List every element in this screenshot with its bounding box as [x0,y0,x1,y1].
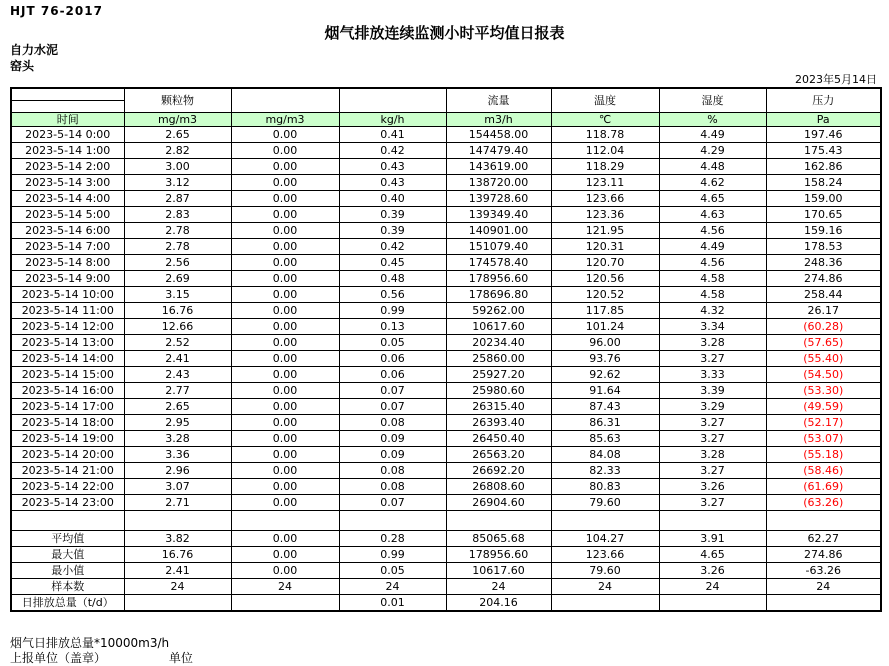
cell-pm-mgm3: 2.71 [124,495,231,511]
cell-pm-kgh: 0.39 [339,223,446,239]
cell-temp-c: 121.95 [551,223,659,239]
cell-pm-kgh: 0.42 [339,143,446,159]
cell-pressure-pa: 159.16 [766,223,881,239]
unit-mgm3-2: mg/m3 [231,113,339,127]
cell-temp-c: 92.62 [551,367,659,383]
cell-humidity-pct: 3.27 [659,415,766,431]
table-row [11,463,881,479]
cell-pm-mgm3: 12.66 [124,319,231,335]
cell-humidity-pct: 3.29 [659,399,766,415]
summary-temp-c: 104.27 [551,531,659,547]
group-header-pressure: 压力 [766,88,881,113]
summary-row [11,531,881,547]
cell-time: 2023-5-14 8:00 [11,255,124,271]
table-row [11,431,881,447]
cell-temp-c: 123.36 [551,207,659,223]
cell-temp-c: 120.52 [551,287,659,303]
cell-flow-m3h: 174578.40 [446,255,551,271]
summary-humidity-pct [659,595,766,612]
cell-time: 2023-5-14 14:00 [11,351,124,367]
cell-humidity-pct: 4.32 [659,303,766,319]
cell-time: 2023-5-14 19:00 [11,431,124,447]
cell-humidity-pct: 3.28 [659,447,766,463]
table-row [11,479,881,495]
summary-temp-c: 24 [551,579,659,595]
cell-flow-m3h: 178956.60 [446,271,551,287]
cell-temp-c: 120.70 [551,255,659,271]
cell-flow-m3h: 20234.40 [446,335,551,351]
cell-temp-c: 80.83 [551,479,659,495]
summary-label: 样本数 [11,579,124,595]
cell-time: 2023-5-14 21:00 [11,463,124,479]
cell-pressure-pa: (60.28) [766,319,881,335]
group-header-empty-1 [231,88,339,113]
cell-pm-kgh: 0.48 [339,271,446,287]
spacer-section [11,511,881,531]
cell-humidity-pct: 4.56 [659,255,766,271]
cell-pm2-mgm3: 0.00 [231,495,339,511]
cell-pm2-mgm3: 0.00 [231,175,339,191]
cell-pm2-mgm3: 0.00 [231,335,339,351]
unit-time: 时间 [11,113,124,127]
summary-row [11,579,881,595]
summary-pm2-mgm3: 24 [231,579,339,595]
cell-flow-m3h: 26563.20 [446,447,551,463]
unit-mgm3-1: mg/m3 [124,113,231,127]
cell-flow-m3h: 25927.20 [446,367,551,383]
group-header-empty-2 [339,88,446,113]
cell-pm-kgh: 0.08 [339,463,446,479]
table-row [11,287,881,303]
cell-pm2-mgm3: 0.00 [231,479,339,495]
cell-humidity-pct: 3.34 [659,319,766,335]
cell-pm-mgm3: 2.77 [124,383,231,399]
cell-pm-mgm3: 2.83 [124,207,231,223]
cell-time: 2023-5-14 12:00 [11,319,124,335]
summary-pm-mgm3: 3.82 [124,531,231,547]
cell-pm-mgm3: 2.65 [124,127,231,143]
cell-temp-c: 118.29 [551,159,659,175]
cell-temp-c: 85.63 [551,431,659,447]
summary-row [11,595,881,612]
cell-pm2-mgm3: 0.00 [231,431,339,447]
summary-pressure-pa: 274.86 [766,547,881,563]
cell-pm2-mgm3: 0.00 [231,239,339,255]
cell-pressure-pa: (49.59) [766,399,881,415]
summary-pressure-pa: -63.26 [766,563,881,579]
cell-time: 2023-5-14 3:00 [11,175,124,191]
cell-pm2-mgm3: 0.00 [231,383,339,399]
cell-flow-m3h: 143619.00 [446,159,551,175]
table-row [11,319,881,335]
cell-temp-c: 93.76 [551,351,659,367]
summary-label: 最大值 [11,547,124,563]
cell-pressure-pa: (52.17) [766,415,881,431]
summary-flow-m3h: 24 [446,579,551,595]
cell-flow-m3h: 10617.60 [446,319,551,335]
cell-pressure-pa: (55.18) [766,447,881,463]
cell-flow-m3h: 25980.60 [446,383,551,399]
cell-flow-m3h: 138720.00 [446,175,551,191]
cell-pm-mgm3: 2.78 [124,223,231,239]
cell-pm-mgm3: 2.52 [124,335,231,351]
cell-pm-mgm3: 2.96 [124,463,231,479]
unit-m3h: m3/h [446,113,551,127]
cell-flow-m3h: 139728.60 [446,191,551,207]
summary-pm-kgh: 0.28 [339,531,446,547]
cell-time: 2023-5-14 13:00 [11,335,124,351]
cell-pm2-mgm3: 0.00 [231,351,339,367]
cell-pressure-pa: (58.46) [766,463,881,479]
cell-pressure-pa: 158.24 [766,175,881,191]
cell-pm-mgm3: 2.43 [124,367,231,383]
cell-temp-c: 101.24 [551,319,659,335]
cell-time: 2023-5-14 4:00 [11,191,124,207]
cell-pm2-mgm3: 0.00 [231,415,339,431]
cell-humidity-pct: 4.65 [659,191,766,207]
cell-humidity-pct: 3.39 [659,383,766,399]
summary-temp-c [551,595,659,612]
summary-pm-kgh: 0.01 [339,595,446,612]
standard-number: HJT 76-2017 [10,4,103,18]
cell-pressure-pa: (55.40) [766,351,881,367]
summary-humidity-pct: 4.65 [659,547,766,563]
summary-pm2-mgm3: 0.00 [231,563,339,579]
summary-rows [11,531,881,612]
cell-pm-mgm3: 2.56 [124,255,231,271]
table-row [11,143,881,159]
cell-time: 2023-5-14 0:00 [11,127,124,143]
summary-pm-kgh: 0.05 [339,563,446,579]
table-row [11,495,881,511]
summary-pressure-pa [766,595,881,612]
cell-pm-mgm3: 3.07 [124,479,231,495]
cell-pressure-pa: (53.07) [766,431,881,447]
cell-time: 2023-5-14 9:00 [11,271,124,287]
table-row [11,239,881,255]
summary-humidity-pct: 24 [659,579,766,595]
summary-pm2-mgm3: 0.00 [231,547,339,563]
cell-time: 2023-5-14 5:00 [11,207,124,223]
cell-pm2-mgm3: 0.00 [231,463,339,479]
cell-pm-kgh: 0.07 [339,495,446,511]
unit-header-row [11,113,881,127]
summary-flow-m3h: 204.16 [446,595,551,612]
cell-pressure-pa: 178.53 [766,239,881,255]
summary-pm2-mgm3 [231,595,339,612]
cell-flow-m3h: 26393.40 [446,415,551,431]
cell-pm-mgm3: 3.00 [124,159,231,175]
cell-temp-c: 120.56 [551,271,659,287]
summary-pm2-mgm3: 0.00 [231,531,339,547]
table-row [11,159,881,175]
cell-flow-m3h: 26904.60 [446,495,551,511]
cell-pressure-pa: 258.44 [766,287,881,303]
cell-flow-m3h: 26450.40 [446,431,551,447]
footer-labels [10,649,193,666]
cell-pm-kgh: 0.07 [339,399,446,415]
header-rows [11,88,881,127]
cell-pm-kgh: 0.45 [339,255,446,271]
cell-time: 2023-5-14 23:00 [11,495,124,511]
cell-pm-kgh: 0.08 [339,479,446,495]
group-header-row [11,88,881,101]
cell-humidity-pct: 3.28 [659,335,766,351]
cell-flow-m3h: 26808.60 [446,479,551,495]
cell-time: 2023-5-14 15:00 [11,367,124,383]
summary-label: 日排放总量（t/d） [11,595,124,612]
cell-pm-mgm3: 3.15 [124,287,231,303]
cell-pressure-pa: (57.65) [766,335,881,351]
cell-time: 2023-5-14 1:00 [11,143,124,159]
cell-humidity-pct: 3.33 [659,367,766,383]
summary-pm-mgm3: 24 [124,579,231,595]
report-table [10,87,882,612]
company-name: 自力水泥 [10,43,59,57]
cell-pressure-pa: 175.43 [766,143,881,159]
cell-flow-m3h: 139349.40 [446,207,551,223]
summary-flow-m3h: 178956.60 [446,547,551,563]
table-row [11,271,881,287]
table-row [11,255,881,271]
summary-flow-m3h: 85065.68 [446,531,551,547]
cell-humidity-pct: 4.48 [659,159,766,175]
cell-pm-mgm3: 2.69 [124,271,231,287]
cell-flow-m3h: 178696.80 [446,287,551,303]
daily-total-note: 烟气日排放总量*10000m3/h [10,636,170,650]
cell-pm2-mgm3: 0.00 [231,127,339,143]
group-header-flow: 流量 [446,88,551,113]
cell-pm-kgh: 0.13 [339,319,446,335]
table-row [11,207,881,223]
cell-pm-mgm3: 3.36 [124,447,231,463]
summary-pm-mgm3: 16.76 [124,547,231,563]
cell-pressure-pa: 26.17 [766,303,881,319]
report-date: 2023年5月14日 [795,73,877,86]
cell-pm-kgh: 0.43 [339,175,446,191]
cell-flow-m3h: 140901.00 [446,223,551,239]
cell-pm-kgh: 0.09 [339,447,446,463]
cell-pm2-mgm3: 0.00 [231,319,339,335]
cell-humidity-pct: 4.49 [659,239,766,255]
cell-pm-kgh: 0.41 [339,127,446,143]
cell-pressure-pa: 170.65 [766,207,881,223]
cell-temp-c: 123.66 [551,191,659,207]
table-row [11,399,881,415]
cell-time: 2023-5-14 10:00 [11,287,124,303]
cell-temp-c: 112.04 [551,143,659,159]
cell-pressure-pa: 159.00 [766,191,881,207]
cell-pressure-pa: 248.36 [766,255,881,271]
spacer-row [11,511,881,531]
cell-humidity-pct: 4.63 [659,207,766,223]
cell-pm-kgh: 0.42 [339,239,446,255]
cell-humidity-pct: 3.27 [659,463,766,479]
table-row [11,447,881,463]
cell-time: 2023-5-14 7:00 [11,239,124,255]
table-row [11,383,881,399]
summary-pressure-pa: 24 [766,579,881,595]
table-row [11,223,881,239]
summary-pm-kgh: 0.99 [339,547,446,563]
cell-pm-mgm3: 2.65 [124,399,231,415]
station-name: 窑头 [10,59,35,73]
cell-pressure-pa: 274.86 [766,271,881,287]
cell-pressure-pa: (54.50) [766,367,881,383]
summary-humidity-pct: 3.91 [659,531,766,547]
cell-pm-mgm3: 2.78 [124,239,231,255]
cell-pm-mgm3: 2.41 [124,351,231,367]
cell-pm-kgh: 0.39 [339,207,446,223]
cell-temp-c: 120.31 [551,239,659,255]
cell-time: 2023-5-14 22:00 [11,479,124,495]
data-rows [11,127,881,511]
summary-pm-mgm3: 2.41 [124,563,231,579]
cell-pm2-mgm3: 0.00 [231,223,339,239]
summary-row [11,547,881,563]
cell-pm-mgm3: 3.28 [124,431,231,447]
group-header-humidity: 湿度 [659,88,766,113]
cell-temp-c: 118.78 [551,127,659,143]
table-row [11,175,881,191]
cell-pm-kgh: 0.07 [339,383,446,399]
unit-percent: % [659,113,766,127]
unit-label: 单位 [168,651,193,665]
cell-pressure-pa: 162.86 [766,159,881,175]
cell-pm2-mgm3: 0.00 [231,143,339,159]
cell-pm-mgm3: 3.12 [124,175,231,191]
group-header-pm: 颗粒物 [124,88,231,113]
cell-pm2-mgm3: 0.00 [231,255,339,271]
summary-humidity-pct: 3.26 [659,563,766,579]
cell-flow-m3h: 25860.00 [446,351,551,367]
cell-temp-c: 86.31 [551,415,659,431]
cell-temp-c: 87.43 [551,399,659,415]
cell-time: 2023-5-14 2:00 [11,159,124,175]
cell-time: 2023-5-14 16:00 [11,383,124,399]
summary-pm-mgm3 [124,595,231,612]
cell-pm2-mgm3: 0.00 [231,159,339,175]
page-title: 烟气排放连续监测小时平均值日报表 [324,24,565,42]
corner-cell-top [11,88,124,101]
cell-humidity-pct: 4.49 [659,127,766,143]
cell-time: 2023-5-14 18:00 [11,415,124,431]
cell-time: 2023-5-14 20:00 [11,447,124,463]
cell-pm2-mgm3: 0.00 [231,399,339,415]
cell-pm2-mgm3: 0.00 [231,191,339,207]
cell-pm2-mgm3: 0.00 [231,287,339,303]
cell-humidity-pct: 4.58 [659,287,766,303]
cell-humidity-pct: 3.27 [659,495,766,511]
cell-pressure-pa: (53.30) [766,383,881,399]
cell-pm-kgh: 0.05 [339,335,446,351]
cell-temp-c: 96.00 [551,335,659,351]
cell-flow-m3h: 154458.00 [446,127,551,143]
cell-pm2-mgm3: 0.00 [231,207,339,223]
cell-pm2-mgm3: 0.00 [231,367,339,383]
corner-cell-bottom [11,101,124,113]
cell-humidity-pct: 3.27 [659,351,766,367]
table-row [11,303,881,319]
table-row [11,415,881,431]
cell-pressure-pa: (61.69) [766,479,881,495]
cell-pm-kgh: 0.56 [339,287,446,303]
cell-time: 2023-5-14 17:00 [11,399,124,415]
cell-temp-c: 82.33 [551,463,659,479]
table-row [11,127,881,143]
cell-pm-mgm3: 2.95 [124,415,231,431]
cell-humidity-pct: 4.62 [659,175,766,191]
cell-flow-m3h: 26692.20 [446,463,551,479]
cell-pm2-mgm3: 0.00 [231,447,339,463]
cell-humidity-pct: 3.26 [659,479,766,495]
cell-pm-kgh: 0.06 [339,351,446,367]
table-row [11,351,881,367]
summary-pm-kgh: 24 [339,579,446,595]
unit-pa: Pa [766,113,881,127]
cell-pm-kgh: 0.06 [339,367,446,383]
table-row [11,191,881,207]
cell-pm-kgh: 0.40 [339,191,446,207]
cell-pressure-pa: (63.26) [766,495,881,511]
table-row [11,367,881,383]
group-header-temp: 温度 [551,88,659,113]
cell-temp-c: 84.08 [551,447,659,463]
cell-pm-kgh: 0.99 [339,303,446,319]
unit-kgh: kg/h [339,113,446,127]
cell-time: 2023-5-14 6:00 [11,223,124,239]
cell-humidity-pct: 3.27 [659,431,766,447]
cell-humidity-pct: 4.56 [659,223,766,239]
cell-pm-kgh: 0.08 [339,415,446,431]
cell-pm-mgm3: 2.87 [124,191,231,207]
cell-humidity-pct: 4.58 [659,271,766,287]
unit-celsius: ℃ [551,113,659,127]
summary-temp-c: 79.60 [551,563,659,579]
cell-pm-kgh: 0.43 [339,159,446,175]
table-row [11,335,881,351]
cell-flow-m3h: 151079.40 [446,239,551,255]
cell-pm2-mgm3: 0.00 [231,271,339,287]
cell-time: 2023-5-14 11:00 [11,303,124,319]
cell-flow-m3h: 147479.40 [446,143,551,159]
cell-pm-mgm3: 2.82 [124,143,231,159]
cell-pm-mgm3: 16.76 [124,303,231,319]
cell-pressure-pa: 197.46 [766,127,881,143]
cell-temp-c: 79.60 [551,495,659,511]
summary-label: 最小值 [11,563,124,579]
report-unit-label: 上报单位（盖章） [10,651,107,665]
cell-humidity-pct: 4.29 [659,143,766,159]
summary-flow-m3h: 10617.60 [446,563,551,579]
summary-label: 平均值 [11,531,124,547]
cell-flow-m3h: 59262.00 [446,303,551,319]
cell-flow-m3h: 26315.40 [446,399,551,415]
cell-temp-c: 117.85 [551,303,659,319]
summary-pressure-pa: 62.27 [766,531,881,547]
summary-temp-c: 123.66 [551,547,659,563]
cell-temp-c: 123.11 [551,175,659,191]
summary-row [11,563,881,579]
cell-pm-kgh: 0.09 [339,431,446,447]
cell-pm2-mgm3: 0.00 [231,303,339,319]
cell-temp-c: 91.64 [551,383,659,399]
